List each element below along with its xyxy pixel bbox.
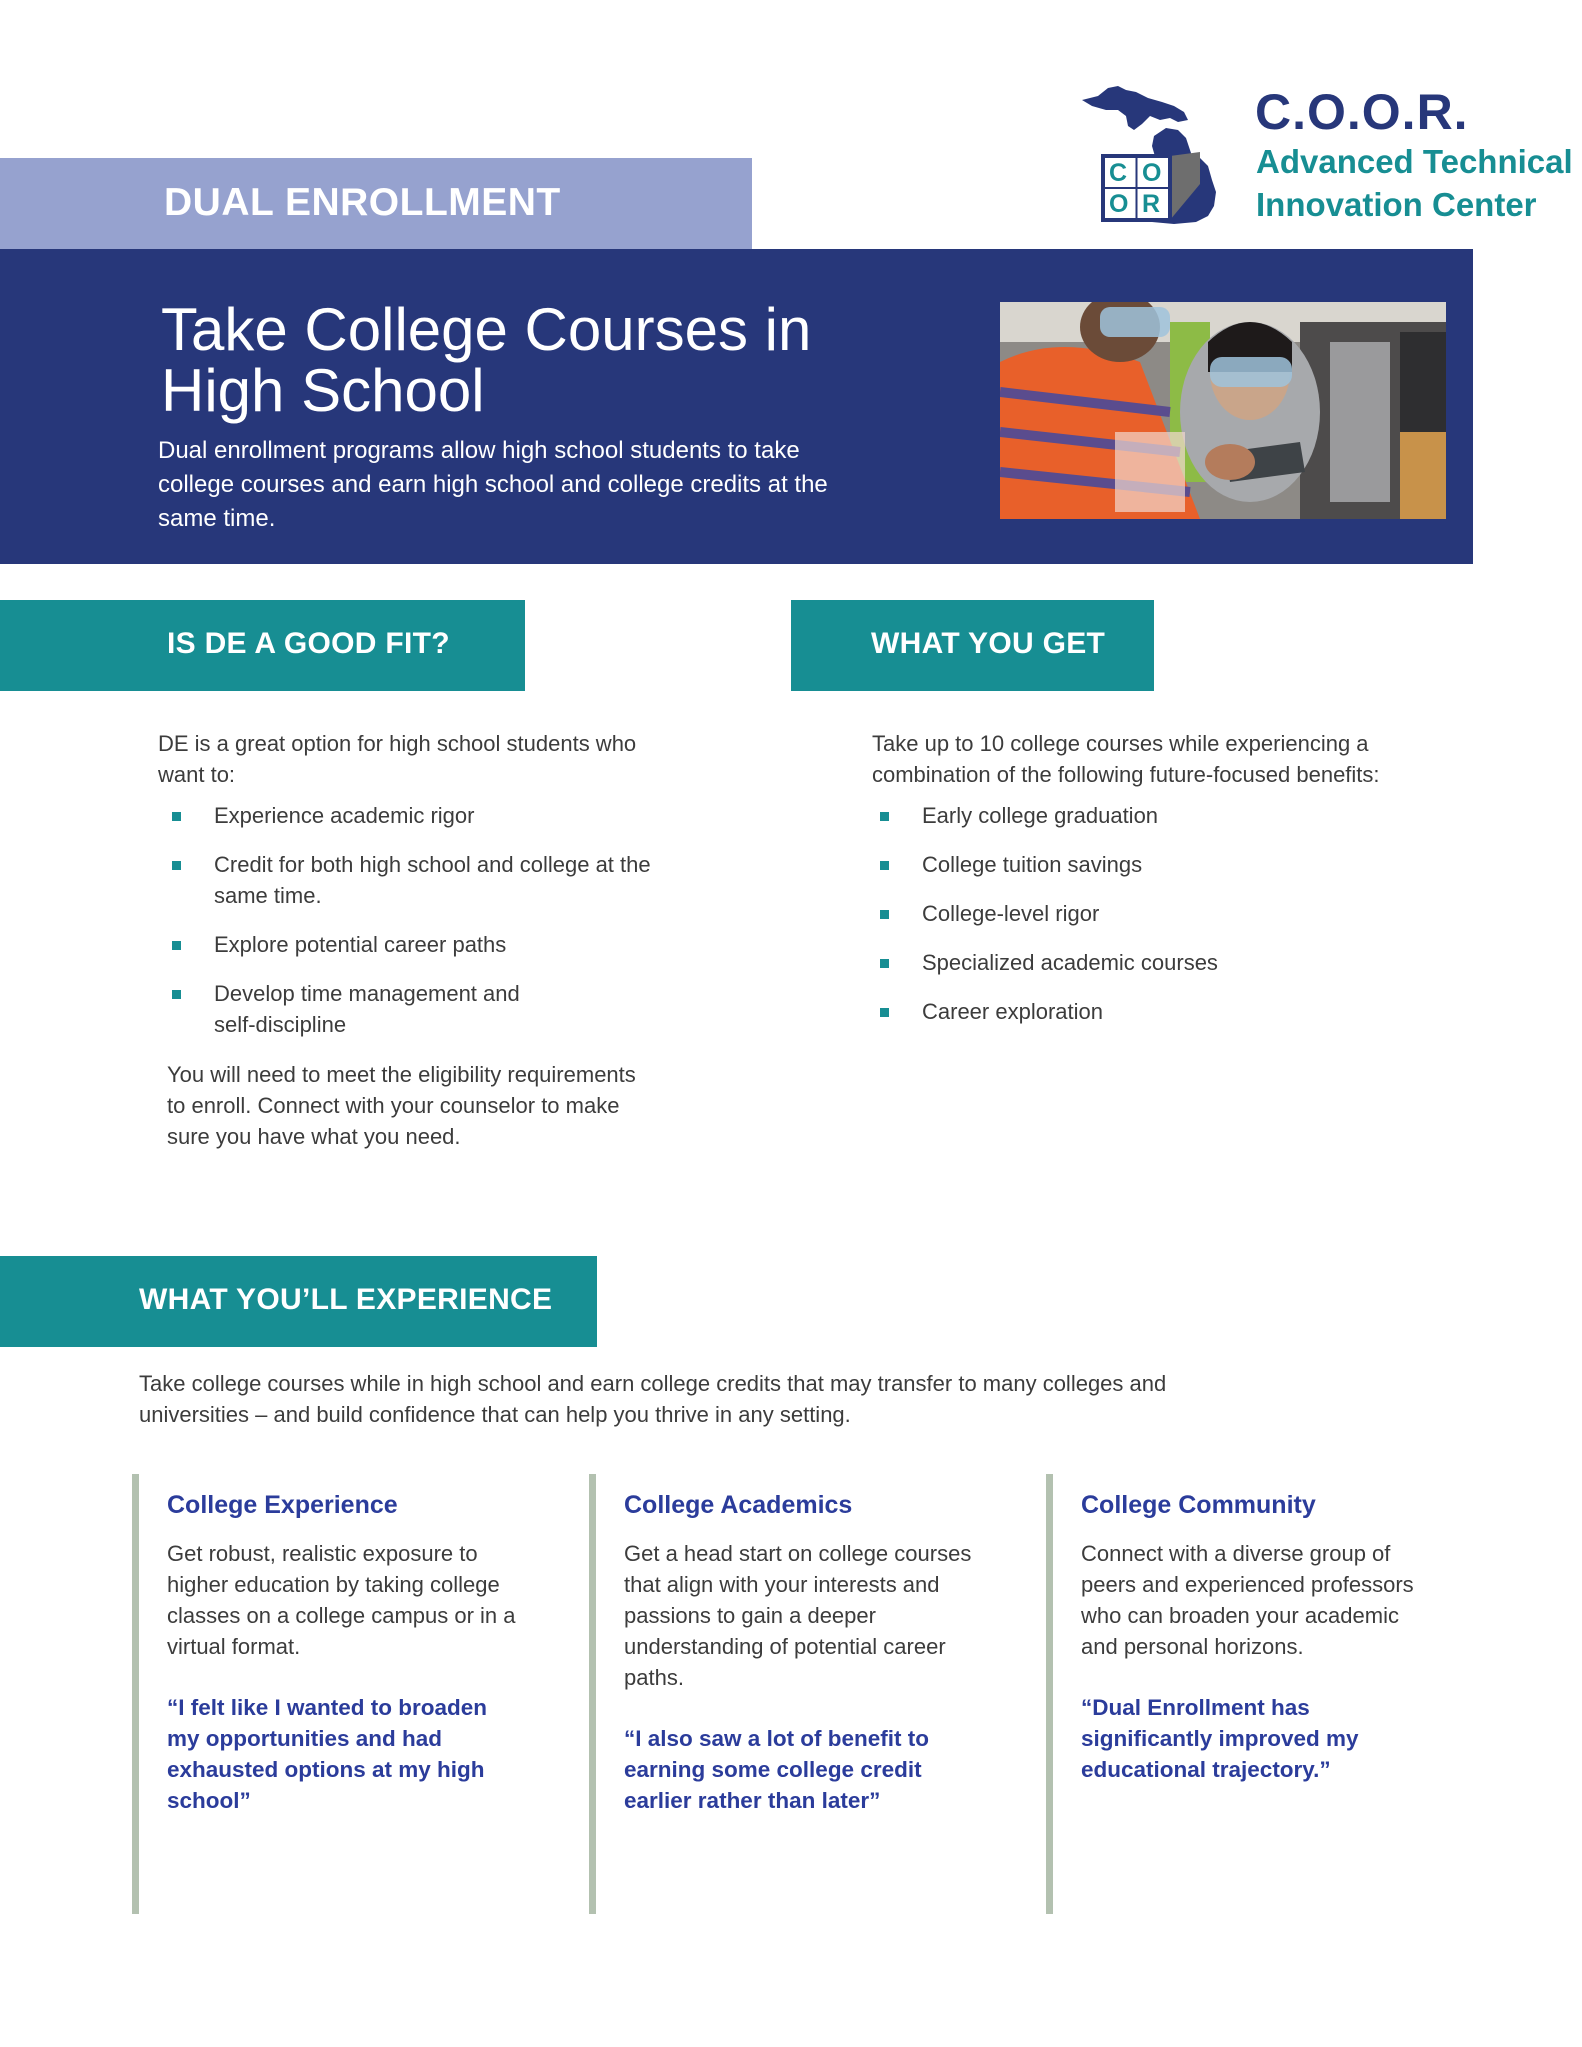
note-line: sure you have what you need.	[167, 1124, 461, 1149]
list-item-text: Credit for both high school and college at the	[214, 852, 651, 877]
section-header-what-you-get	[791, 600, 1154, 691]
body-line: peers and experienced professors	[1081, 1572, 1414, 1597]
note-line: You will need to meet the eligibility requirements	[167, 1062, 636, 1087]
section-heading: IS DE A GOOD FIT?	[167, 627, 450, 660]
column-title: College Community	[1081, 1491, 1316, 1519]
list-item	[158, 929, 758, 960]
student-quote	[624, 1723, 971, 1816]
column-title: College Experience	[167, 1491, 398, 1519]
quote-line: my opportunities and had	[167, 1726, 443, 1751]
quote-line: “Dual Enrollment has	[1081, 1695, 1310, 1720]
page-title	[161, 296, 812, 424]
quote-line: school”	[167, 1788, 251, 1813]
list-item-text: self-discipline	[214, 1012, 347, 1037]
benefits-list	[866, 800, 1466, 1045]
intro-line: want to:	[158, 762, 236, 787]
list-item-text: College tuition savings	[922, 852, 1143, 877]
section-heading: WHAT YOU GET	[871, 627, 1106, 660]
quote-line: earlier rather than later”	[624, 1788, 881, 1813]
hero-description	[158, 434, 828, 536]
dual-enrollment-banner	[0, 158, 752, 249]
title-line: Take College Courses in	[161, 296, 812, 363]
square-bullet-icon	[172, 941, 181, 950]
list-item-text: same time.	[214, 883, 322, 908]
body-line: passions to gain a deeper	[624, 1603, 876, 1628]
intro-line: universities – and build confidence that can help you thrive in any setting.	[139, 1402, 851, 1427]
list-item-text: Early college graduation	[922, 803, 1159, 828]
body-line: Get robust, realistic exposure to	[167, 1541, 478, 1566]
list-item	[158, 800, 758, 831]
logo-box-letter: R	[1142, 190, 1161, 218]
list-item	[158, 978, 758, 1040]
hero-section	[0, 249, 1473, 564]
michigan-map-icon	[1078, 80, 1248, 230]
list-item-text: College-level rigor	[922, 901, 1100, 926]
list-item	[866, 947, 1466, 978]
students-lab-photo	[1000, 302, 1446, 519]
intro-line: combination of the following future-focused benefits:	[872, 762, 1380, 787]
body-line: understanding of potential career	[624, 1634, 946, 1659]
good-fit-list	[158, 800, 758, 1058]
column-body	[167, 1538, 516, 1662]
experience-column-college-experience	[132, 1474, 559, 1914]
experience-column-college-community	[1046, 1474, 1473, 1914]
coor-logo	[1078, 80, 1578, 230]
list-item	[866, 849, 1466, 880]
intro-line: Take college courses while in high school and earn college credits that may transfer to many colleges and	[139, 1371, 1167, 1396]
square-bullet-icon	[880, 812, 889, 821]
title-line: High School	[161, 357, 485, 424]
body-line: who can broaden your academic	[1081, 1603, 1399, 1628]
what-you-get-intro	[872, 728, 1380, 790]
logo-subtitle-line: Innovation Center	[1256, 186, 1537, 223]
logo-name: C.O.O.R.	[1255, 84, 1469, 140]
photo-illustration-icon	[1000, 302, 1446, 519]
square-bullet-icon	[172, 861, 181, 870]
list-item	[866, 898, 1466, 929]
quote-line: significantly improved my	[1081, 1726, 1359, 1751]
list-item-text: Develop time management and	[214, 981, 520, 1006]
description-line: same time.	[158, 505, 276, 532]
body-line: and personal horizons.	[1081, 1634, 1304, 1659]
experience-column-college-academics	[589, 1474, 1016, 1914]
body-line: Connect with a diverse group of	[1081, 1541, 1391, 1566]
square-bullet-icon	[880, 959, 889, 968]
list-item	[866, 800, 1466, 831]
body-line: paths.	[624, 1665, 684, 1690]
list-item	[866, 996, 1466, 1027]
logo-box-letter: C	[1109, 159, 1128, 187]
quote-line: “I felt like I wanted to broaden	[167, 1695, 488, 1720]
intro-line: DE is a great option for high school students who	[158, 731, 637, 756]
quote-line: educational trajectory.”	[1081, 1757, 1331, 1782]
section-header-experience	[0, 1256, 597, 1347]
good-fit-intro	[158, 728, 636, 790]
column-body	[1081, 1538, 1414, 1662]
logo-box-letter: O	[1109, 190, 1129, 218]
square-bullet-icon	[880, 1008, 889, 1017]
description-line: college courses and earn high school and college credits at the	[158, 471, 828, 498]
student-quote	[167, 1692, 516, 1816]
body-line: higher education by taking college	[167, 1572, 500, 1597]
section-heading: WHAT YOU’LL EXPERIENCE	[139, 1283, 553, 1316]
list-item	[158, 849, 758, 911]
logo-box-letter: O	[1142, 159, 1162, 187]
eligibility-note	[167, 1059, 636, 1152]
experience-intro	[139, 1368, 1166, 1430]
body-line: virtual format.	[167, 1634, 301, 1659]
square-bullet-icon	[172, 990, 181, 999]
body-line: Get a head start on college courses	[624, 1541, 972, 1566]
list-item-text: Experience academic rigor	[214, 803, 475, 828]
description-line: Dual enrollment programs allow high school students to take	[158, 437, 800, 464]
list-item-text: Specialized academic courses	[922, 950, 1218, 975]
intro-line: Take up to 10 college courses while experiencing a	[872, 731, 1369, 756]
section-header-good-fit	[0, 600, 525, 691]
square-bullet-icon	[880, 910, 889, 919]
list-item-text: Career exploration	[922, 999, 1103, 1024]
quote-line: exhausted options at my high	[167, 1757, 485, 1782]
quote-line: “I also saw a lot of benefit to	[624, 1726, 930, 1751]
square-bullet-icon	[880, 861, 889, 870]
column-body	[624, 1538, 971, 1693]
banner-label: DUAL ENROLLMENT	[164, 181, 561, 224]
list-item-text: Explore potential career paths	[214, 932, 507, 957]
square-bullet-icon	[172, 812, 181, 821]
logo-subtitle-line: Advanced Technical	[1256, 143, 1573, 180]
column-title: College Academics	[624, 1491, 853, 1519]
note-line: to enroll. Connect with your counselor to make	[167, 1093, 620, 1118]
body-line: that align with your interests and	[624, 1572, 940, 1597]
student-quote	[1081, 1692, 1414, 1785]
quote-line: earning some college credit	[624, 1757, 922, 1782]
body-line: classes on a college campus or in a	[167, 1603, 516, 1628]
